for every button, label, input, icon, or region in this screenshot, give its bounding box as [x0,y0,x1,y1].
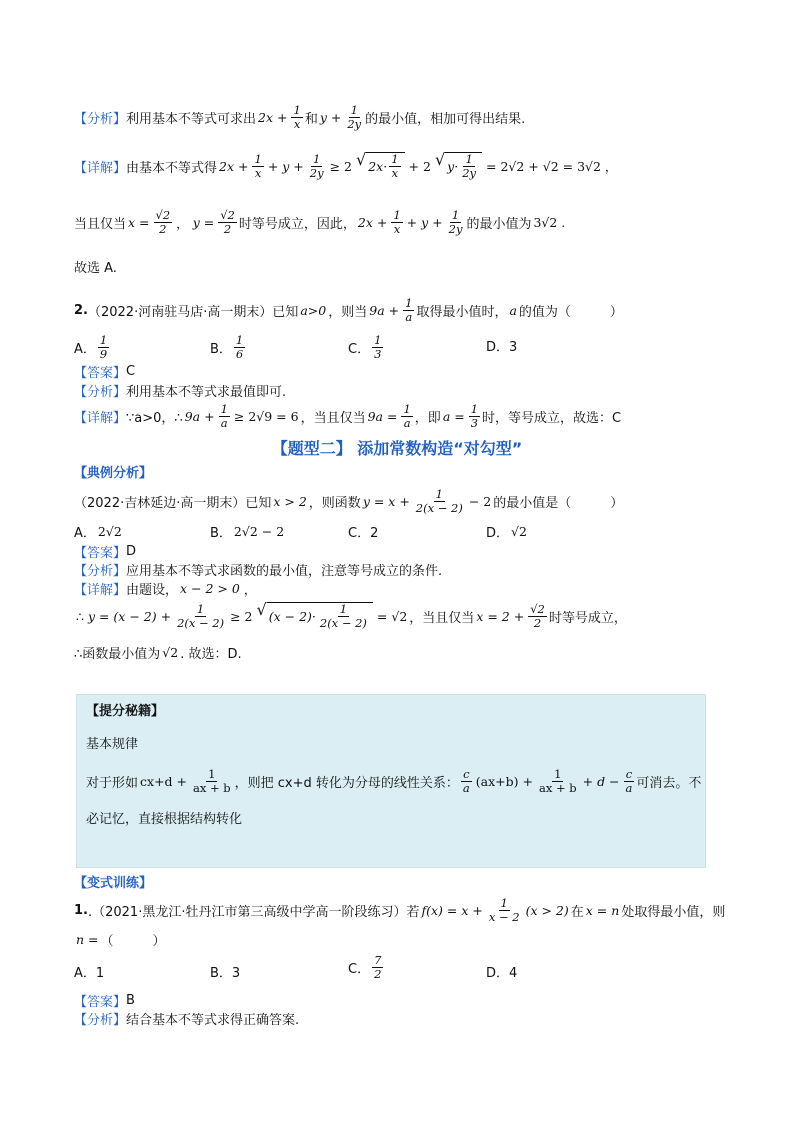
math-frac: $\frac{√2}{2}$ [155,208,171,237]
analysis-tag: 【分析】 [74,385,127,400]
analysis-tag: 【分析】 [74,112,127,128]
analysis-text: 的最小值，相加可得出结果. [365,112,526,128]
detail-text: 由基本不等式得 [126,160,218,176]
tip-text: ，则把 cx+d 转化为分母的线性关系： [234,776,459,792]
math-expr: 9a = [367,409,398,425]
option-label: A．1 [74,966,105,981]
option-label: A． [74,342,96,358]
q2-question [74,297,623,324]
tip-subtitle-text: 基本规律 [86,737,139,752]
tip-text: 对于形如 [86,776,139,792]
math-expr: + 2 [408,158,431,174]
example-option-c[interactable] [348,522,378,541]
math-expr: 2x + [357,215,388,231]
tip-subtitle [86,733,138,752]
detail-text: 当且仅当 [74,217,127,233]
math-expr: y = [192,215,215,231]
math-frac: $\frac{1}{3}$ [470,402,479,431]
option-label: B． [210,526,232,541]
math-expr: ∴ [76,608,84,624]
detail-text: 的最小值为 [466,217,532,233]
math-frac: $\frac{1}{a}$ [220,402,228,431]
math-expr: √2 [511,524,527,539]
option-label: A． [74,526,96,541]
analysis-tag: 【分析】 [74,1013,127,1028]
q1-conclusion [74,257,117,276]
q2-analysis [74,381,286,400]
math-frac: $\frac{1}{2y}$ [309,151,324,180]
tip-rule [86,768,701,795]
math-expr: 3√2 . [533,215,566,231]
analysis-text: 结合基本不等式求得正确答案. [126,1013,300,1028]
detail-text: . 故选：D. [180,647,242,662]
example-option-b[interactable] [210,522,286,541]
math-expr: x = n [585,903,620,919]
math-sqrt: √ y· $\frac{1}{2y}$ [435,152,482,180]
math-expr: ≥ 2√9 = 6 [233,409,299,425]
detail-tag: 【详解】 [74,160,127,176]
example-analysis [74,560,442,579]
section-title: 【题型二】 添加常数构造“对勾型” [271,439,523,458]
tip-rule-cont [86,808,242,827]
q1-analysis [74,104,525,131]
math-expr: y = (x − 2) + [87,608,172,624]
answer-tag: 【答案】 [74,546,127,561]
practice-option-a[interactable] [74,962,104,981]
q1-detail-line2 [74,209,567,236]
math-expr: ≥ 2 [329,158,353,174]
practice-question-cont [74,930,166,949]
question-number: 2. [74,303,88,319]
q2-detail [74,403,621,430]
q2-option-a[interactable] [74,334,111,361]
math-expr: + y + [406,215,443,231]
option-label: D． [486,526,510,541]
tip-text: 必记忆，直接根据结构转化 [86,812,243,827]
math-expr: n = [76,932,99,947]
example-detail [74,579,258,598]
math-expr: a = [442,409,465,425]
analysis-text: 和 [304,112,318,128]
math-expr: ， [176,215,189,231]
practice-option-b[interactable] [210,962,240,981]
question-source: （2022·河南驻马店·高一期末）已知 [87,305,299,321]
math-frac: $\frac{1}{x - 2}$ [488,896,520,925]
tip-text: 可消去。不 [636,776,702,792]
detail-text: 时，等号成立，故选：C [482,411,622,427]
practice-option-c[interactable] [348,954,385,981]
detail-text: 时等号成立，因此， [238,217,356,233]
math-expr: 2x + [258,110,288,126]
question-text: 的值为（ ） [518,305,623,321]
q2-option-d[interactable] [486,336,517,355]
question-text: ，则当 [328,305,368,321]
option-label: C． [348,342,371,358]
math-frac: $\frac{c}{a}$ [462,767,470,796]
practice-option-d[interactable] [486,962,517,981]
math-expr: ≥ 2 [230,608,253,624]
answer-value: C [126,364,136,379]
detail-text: ，当且仅当 [409,610,475,626]
example-detail-line2 [74,602,627,630]
analysis-text: 利用基本不等式求最值即可. [126,385,287,400]
q1-detail [74,152,619,180]
example-option-d[interactable] [486,522,529,541]
math-frac: $\frac{1}{2(x - 2)}$ [177,601,225,630]
math-expr: 2√2 [97,524,122,539]
practice-answer [74,991,135,1010]
math-expr: y + [319,110,342,126]
math-frac: $\frac{1}{x}$ [293,103,301,132]
math-expr: + y + [267,158,304,174]
math-expr: y = x + [362,494,410,510]
math-frac: $\frac{√2}{2}$ [220,208,235,237]
question-text: 取得最小值时， [416,305,508,321]
q2-option-b[interactable] [210,334,247,361]
analysis-tag: 【分析】 [74,564,127,579]
math-expr: x > 2 [273,494,307,510]
example-tag-line [74,462,152,481]
question-text: 在 [570,905,584,921]
math-expr: = √2 [376,608,408,624]
analysis-text: 利用基本不等式可求出 [126,112,257,128]
answer-value: B [126,993,135,1008]
math-expr: a>0 [300,303,327,319]
question-text: 的最小值是（ ） [493,496,624,512]
math-expr: 2√2 − 2 [233,524,285,539]
math-frac: $\frac{1}{6}$ [235,333,244,362]
math-frac: $\frac{1}{ax + b}$ [538,767,577,796]
math-expr: cx+d + [140,774,187,790]
math-frac: $\frac{1}{2(x - 2)}$ [415,487,463,516]
math-sqrt: √ (x − 2)· $\frac{1}{2(x - 2)}$ [257,602,373,630]
question-number: 1. [74,903,88,919]
example-detail-line3 [74,643,242,662]
practice-tag-line [74,872,152,891]
detail-text: ∵a>0，∴ [126,411,183,427]
answer-value: D [126,544,137,559]
tip-title [86,700,164,719]
math-expr: = 2√2 + √2 = 3√2 ， [486,159,618,175]
option-label: D．3 [486,340,518,355]
analysis-text: 应用基本不等式求函数的最小值，注意等号成立的条件. [126,564,443,579]
example-answer [74,542,136,561]
detail-text: ，即 [414,411,441,427]
option-label: C． [348,962,371,978]
detail-text: ∴函数最小值为 [74,647,161,662]
math-frac: $\frac{1}{a}$ [405,296,413,325]
q2-option-c[interactable] [348,334,385,361]
math-expr: x = [128,215,150,231]
math-frac: $\frac{1}{x}$ [254,151,262,180]
answer-tag: 【答案】 [74,995,127,1010]
example-tag: 【典例分析】 [74,466,153,481]
question-text: 处取得最小值，则 [621,905,726,921]
math-expr: (ax+b) + [475,774,533,790]
conclusion-text: 故选 A. [74,261,117,276]
math-frac: $\frac{7}{2}$ [374,953,382,982]
math-expr: a [509,303,517,319]
math-frac: $\frac{√2}{2}$ [530,601,545,630]
question-text: ，则函数 [308,496,361,512]
detail-text: 时等号成立， [548,610,627,626]
option-label: C．2 [348,526,379,541]
math-expr: (x > 2) [525,903,569,919]
math-sqrt: √ 2x· $\frac{1}{x}$ [356,152,405,180]
math-frac: $\frac{1}{x}$ [393,208,401,237]
example-question [74,488,623,515]
math-expr: f(x) = x + [421,903,483,919]
example-option-a[interactable] [74,522,124,541]
math-expr: 9a + [184,409,215,425]
detail-text: 由题设， [126,583,179,598]
detail-tag: 【详解】 [74,411,127,427]
math-frac: $\frac{1}{a}$ [403,402,411,431]
math-expr: + d − [582,774,620,790]
practice-question [74,897,725,924]
practice-analysis [74,1009,299,1028]
question-text: （ ） [100,934,166,949]
question-source: （2022·吉林延边·高一期末）已知 [74,496,272,512]
math-expr: − 2 [468,494,492,510]
q2-answer [74,362,135,381]
math-frac: $\frac{1}{2y}$ [347,103,362,132]
math-expr: x = 2 + [476,608,525,624]
answer-tag: 【答案】 [74,366,127,381]
option-label: B．3 [210,966,241,981]
tip-title-text: 【提分秘籍】 [86,704,165,719]
option-label: B． [210,342,232,358]
math-frac: $\frac{c}{a}$ [625,767,633,796]
math-expr: √2 [162,645,179,660]
math-frac: $\frac{1}{2y}$ [448,208,463,237]
question-source: .（2021·黑龙江·牡丹江市第三高级中学高一阶段练习）若 [87,905,420,921]
math-expr: 9a + [369,303,400,319]
math-expr: x − 2 > 0 [180,581,240,596]
detail-text: ，当且仅当 [300,411,366,427]
option-label: D．4 [486,966,518,981]
math-frac: $\frac{1}{3}$ [374,333,382,362]
detail-tag: 【详解】 [74,583,127,598]
math-expr: 2x + [219,158,249,174]
practice-tag: 【变式训练】 [74,876,153,891]
math-frac: $\frac{1}{ax + b}$ [193,767,231,796]
math-frac: $\frac{1}{9}$ [99,333,108,362]
math-expr: ， [243,581,257,597]
